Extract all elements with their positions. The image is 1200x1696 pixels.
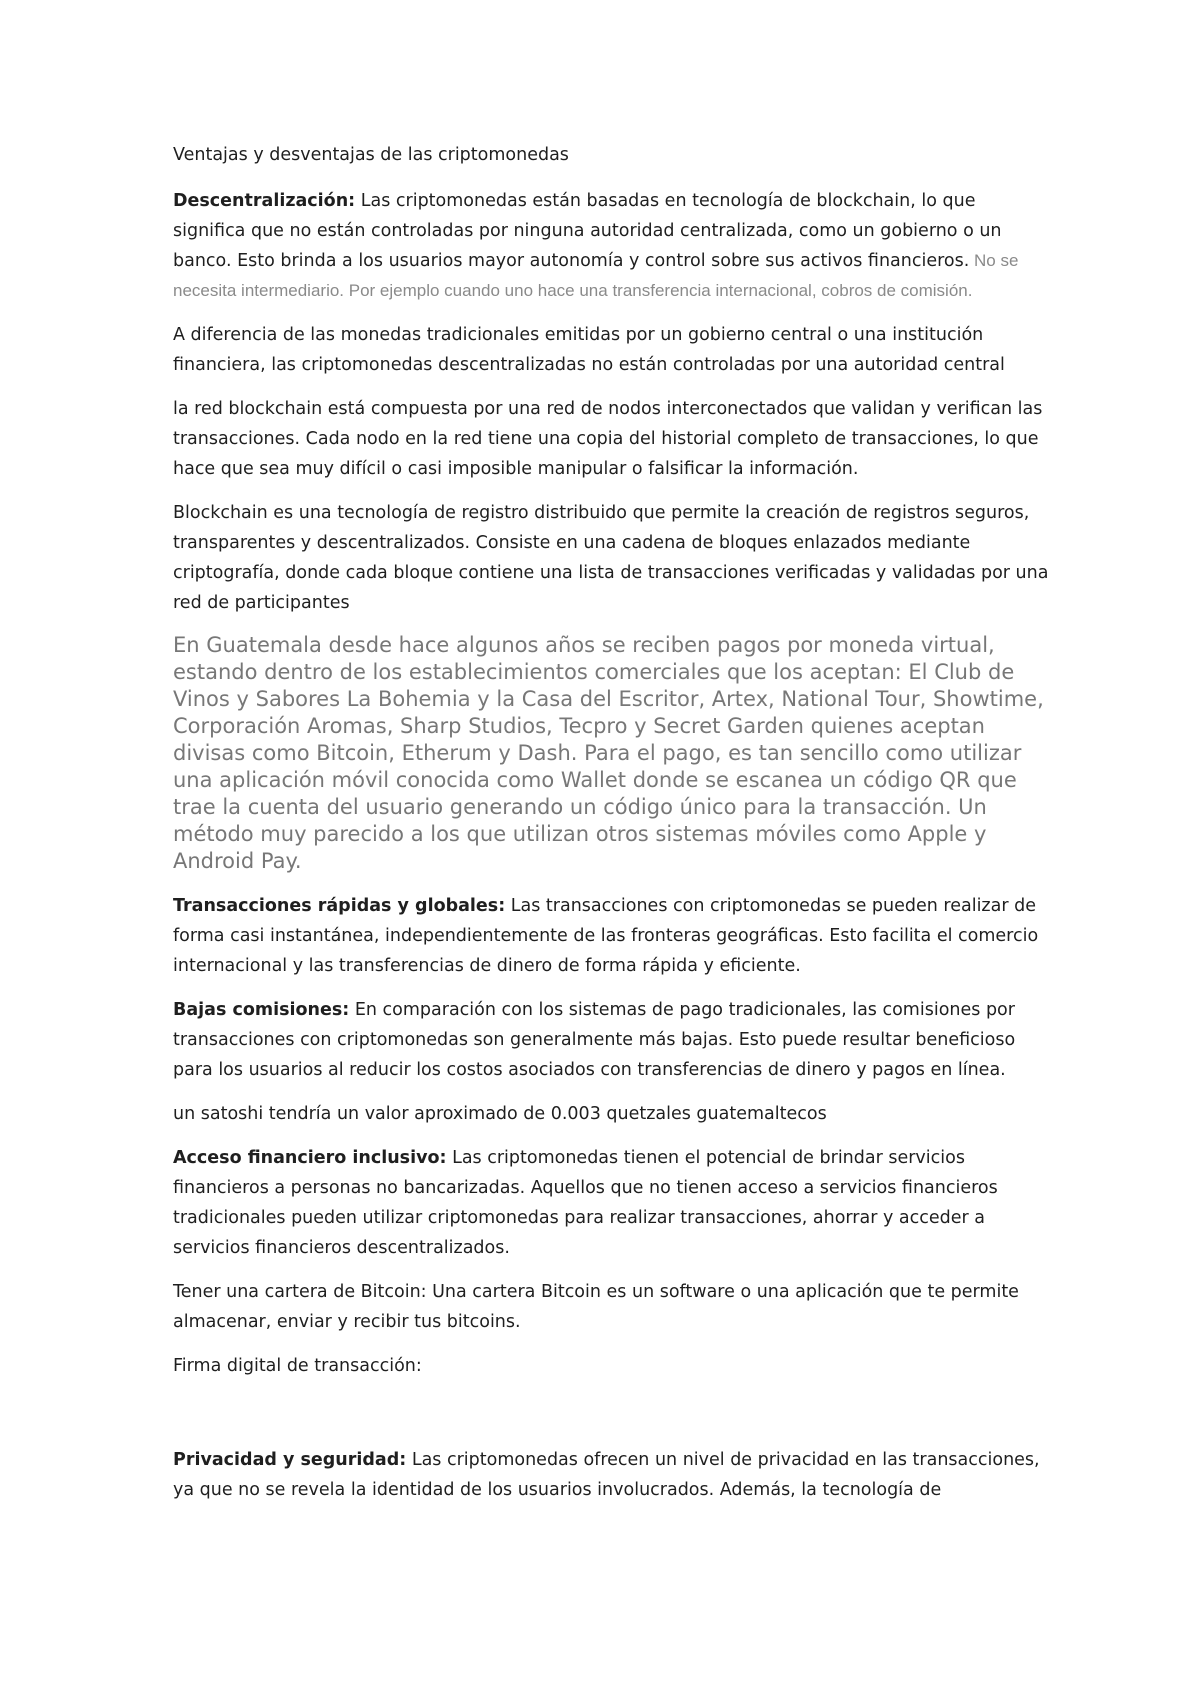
paragraph-privacidad: [173, 1445, 1053, 1505]
paragraph-cartera: Tener una cartera de Bitcoin: Una cartera Bitcoin es un software o una aplicación que te permite almacenar, enviar y recibir tus bitcoins.: [173, 1282, 1019, 1332]
document-title: Ventajas y desventajas de las criptomonedas: [173, 145, 569, 165]
paragraph-guatemala: En Guatemala desde hace algunos años se reciben pagos por moneda virtual, estando dentro de los establecimientos comerciales que los aceptan: El Club de Vinos y Sabores La Bohemia y la Casa del Escritor, Artex, National Tour, Showtime, Corporación Aromas, Sharp Studios, Tecpro y Secret Garden quienes aceptan divisas como Bitcoin, Etherum y Dash. Para el pago, es tan sencillo como utilizar una aplicación móvil conocida como Wallet donde se escanea un código QR que trae la cuenta del usuario generando un código único para la transacción. Un método muy parecido a los que utilizan otros sistemas móviles como Apple y Android Pay.: [173, 633, 1044, 873]
paragraph-firma: Firma digital de transacción:: [173, 1356, 422, 1376]
term-transacciones: Transacciones rápidas y globales:: [173, 896, 506, 916]
paragraph-transacciones: [173, 891, 1053, 981]
paragraph-diferencia: A diferencia de las monedas tradicionales emitidas por un gobierno central o una institución financiera, las criptomonedas descentralizadas no están controladas por una autoridad central: [173, 325, 1005, 375]
paragraph-comisiones: [173, 995, 1053, 1085]
descentralizacion-note: No se necesita intermediario. Por ejemplo cuando uno hace una transferencia internacional, cobros de comisión.: [173, 251, 1019, 300]
transacciones-text: Las transacciones con criptomonedas se pueden realizar de forma casi instantánea, independientemente de las fronteras geográficas. Esto facilita el comercio internacional y las transferencias de dinero de forma rápida y eficiente.: [173, 896, 1039, 976]
blank-space: [173, 1395, 1053, 1445]
paragraph-red-blockchain: la red blockchain está compuesta por una red de nodos interconectados que validan y verifican las transacciones. Cada nodo en la red tiene una copia del historial completo de transacciones, lo que hace que sea muy difícil o casi imposible manipular o falsificar la información.: [173, 399, 1043, 479]
paragraph-blockchain-definicion: Blockchain es una tecnología de registro distribuido que permite la creación de registros seguros, transparentes y descentralizados. Consiste en una cadena de bloques enlazados mediante criptografía, donde cada bloque contiene una lista de transacciones verificadas y validadas por una red de participantes: [173, 503, 1049, 613]
comisiones-text: En comparación con los sistemas de pago tradicionales, las comisiones por transacciones con criptomonedas son generalmente más bajas. Esto puede resultar beneficioso para los usuarios al reducir los costos asociados con transferencias de dinero y pagos en línea.: [173, 1000, 1016, 1080]
term-acceso: Acceso financiero inclusivo:: [173, 1148, 447, 1168]
privacidad-text: Las criptomonedas ofrecen un nivel de privacidad en las transacciones, ya que no se revela la identidad de los usuarios involucrados. Además, la tecnología de: [173, 1450, 1040, 1500]
acceso-text: Las criptomonedas tienen el potencial de brindar servicios financieros a personas no bancarizadas. Aquellos que no tienen acceso a servicios financieros tradicionales pueden utilizar criptomonedas para realizar transacciones, ahorrar y acceder a servicios financieros descentralizados.: [173, 1148, 998, 1258]
term-privacidad: Privacidad y seguridad:: [173, 1450, 407, 1470]
term-comisiones: Bajas comisiones:: [173, 1000, 350, 1020]
term-descentralizacion: Descentralización:: [173, 191, 356, 211]
paragraph-descentralizacion: [173, 186, 1053, 306]
document-body: [173, 140, 1053, 1519]
descentralizacion-text: Las criptomonedas están basadas en tecnología de blockchain, lo que significa que no están controladas por ninguna autoridad centralizada, como un gobierno o un banco. Esto brinda a los usuarios mayor autonomía y control sobre sus activos financieros.: [173, 191, 1002, 271]
paragraph-acceso: [173, 1143, 1053, 1263]
paragraph-satoshi: un satoshi tendría un valor aproximado de 0.003 quetzales guatemaltecos: [173, 1104, 827, 1124]
